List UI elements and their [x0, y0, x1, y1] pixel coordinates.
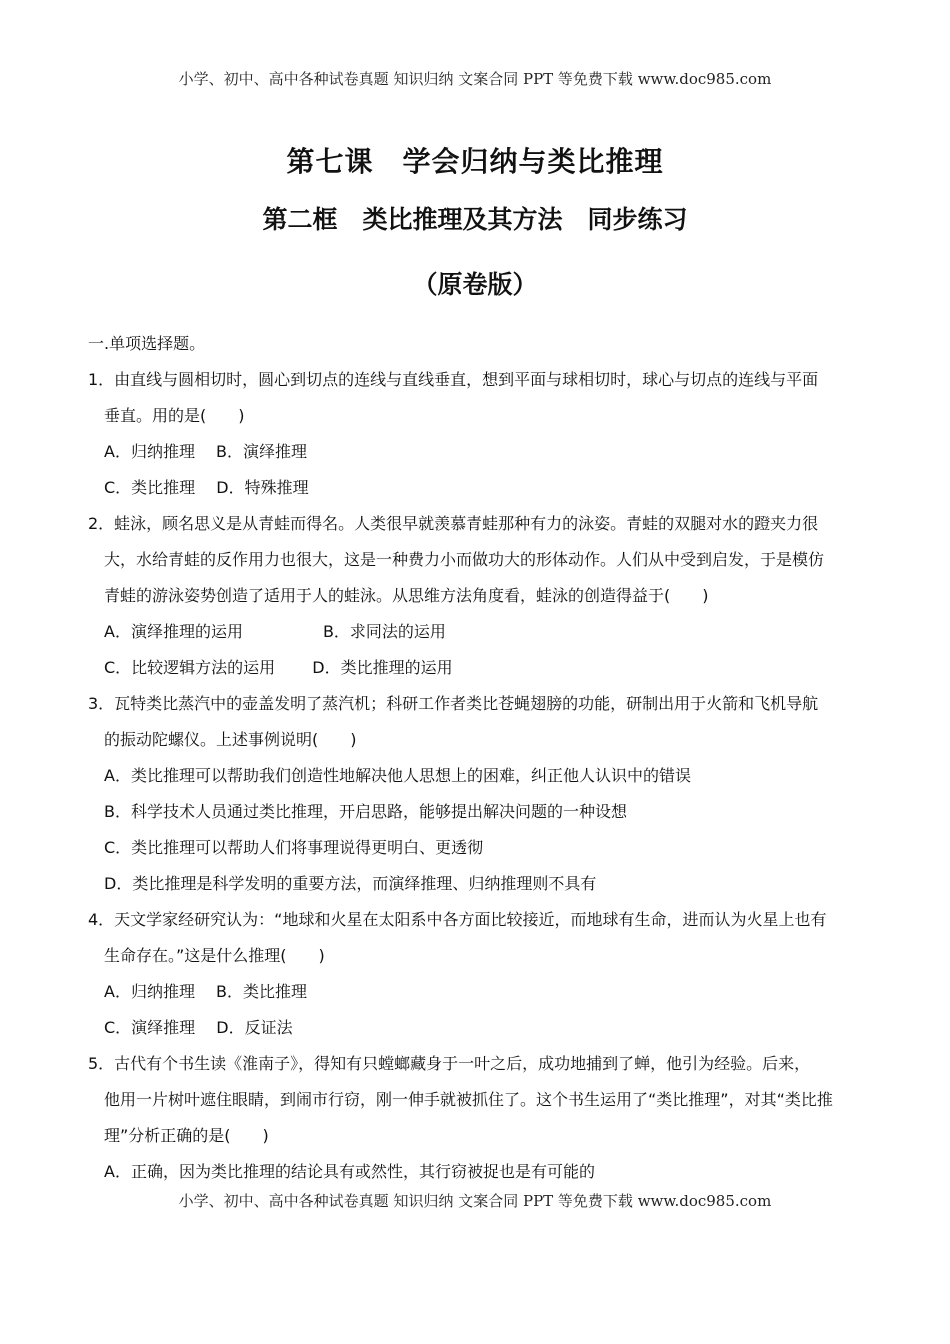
option-a: A．正确，因为类比推理的结论具有或然性，其行窃被捉也是有可能的: [104, 1162, 595, 1181]
question-stem-line: 大，水给青蛙的反作用力也很大，这是一种费力小而做功大的形体动作。人们从中受到启发，于是模仿: [104, 550, 825, 569]
option-row: A．演绎推理的运用 B．求同法的运用: [104, 622, 446, 641]
option-row: A．归纳推理 B．演绎推理: [104, 442, 308, 461]
question-4: [88, 902, 868, 1046]
question-stem-line: 1．由直线与圆相切时，圆心到切点的连线与直线垂直，想到平面与球相切时，球心与切点的连线与平面: [88, 370, 819, 389]
option-a: A．类比推理可以帮助我们创造性地解决他人思想上的困难，纠正他人认识中的错误: [104, 766, 691, 785]
question-stem-line: 的振动陀螺仪。上述事例说明( ): [104, 730, 357, 749]
option-b: B．科学技术人员通过类比推理，开启思路，能够提出解决问题的一种设想: [104, 802, 627, 821]
question-stem-line: 3．瓦特类比蒸汽中的壶盖发明了蒸汽机；科研工作者类比苍蝇翅膀的功能，研制出用于火箭和飞机导航: [88, 694, 819, 713]
question-stem-line: 5．古代有个书生读《淮南子》，得知有只螳螂藏身于一叶之后，成功地捕到了蝉，他引为经验。后来，: [88, 1054, 811, 1073]
page-footer: 小学、初中、高中各种试卷真题 知识归纳 文案合同 PPT 等免费下载 www.doc985.com: [178, 1192, 772, 1210]
option-c: C．类比推理可以帮助人们将事理说得更明白、更透彻: [104, 838, 484, 857]
question-5: [88, 1046, 868, 1190]
question-3: [88, 686, 868, 902]
question-stem-line: 他用一片树叶遮住眼睛，到闹市行窃，刚一伸手就被抓住了。这个书生运用了“类比推理”，对其“类比推: [104, 1090, 833, 1109]
exercise-content: [88, 326, 868, 1190]
question-stem-line: 2．蛙泳，顾名思义是从青蛙而得名。人类很早就羡慕青蛙那种有力的泳姿。青蛙的双腿对水的蹬夹力很: [88, 514, 819, 533]
question-stem-line: 理”分析正确的是( ): [104, 1126, 269, 1145]
option-row: C．类比推理 D．特殊推理: [104, 478, 309, 497]
question-stem-line: 4．天文学家经研究认为：“地球和火星在太阳系中各方面比较接近，而地球有生命，进而认为火星上也有: [88, 910, 827, 929]
question-2: [88, 506, 868, 686]
question-stem-line: 青蛙的游泳姿势创造了适用于人的蛙泳。从思维方法角度看，蛙泳的创造得益于( ): [104, 586, 709, 605]
question-stem-line: 生命存在。”这是什么推理( ): [104, 946, 325, 965]
page-header: 小学、初中、高中各种试卷真题 知识归纳 文案合同 PPT 等免费下载 www.doc985.com: [178, 70, 772, 88]
lesson-title: 第七课 学会归纳与类比推理: [286, 145, 664, 178]
option-row: A．归纳推理 B．类比推理: [104, 982, 308, 1001]
question-stem-line: 垂直。用的是( ): [104, 406, 245, 425]
option-d: D．类比推理是科学发明的重要方法，而演绎推理、归纳推理则不具有: [104, 874, 597, 893]
question-1: [88, 362, 868, 506]
section-heading: 一.单项选择题。: [88, 334, 206, 353]
option-row: C．比较逻辑方法的运用 D．类比推理的运用: [104, 658, 453, 677]
section-title: 第二框 类比推理及其方法 同步练习: [262, 205, 688, 234]
option-row: C．演绎推理 D．反证法: [104, 1018, 293, 1037]
version-title: （原卷版）: [412, 270, 538, 299]
